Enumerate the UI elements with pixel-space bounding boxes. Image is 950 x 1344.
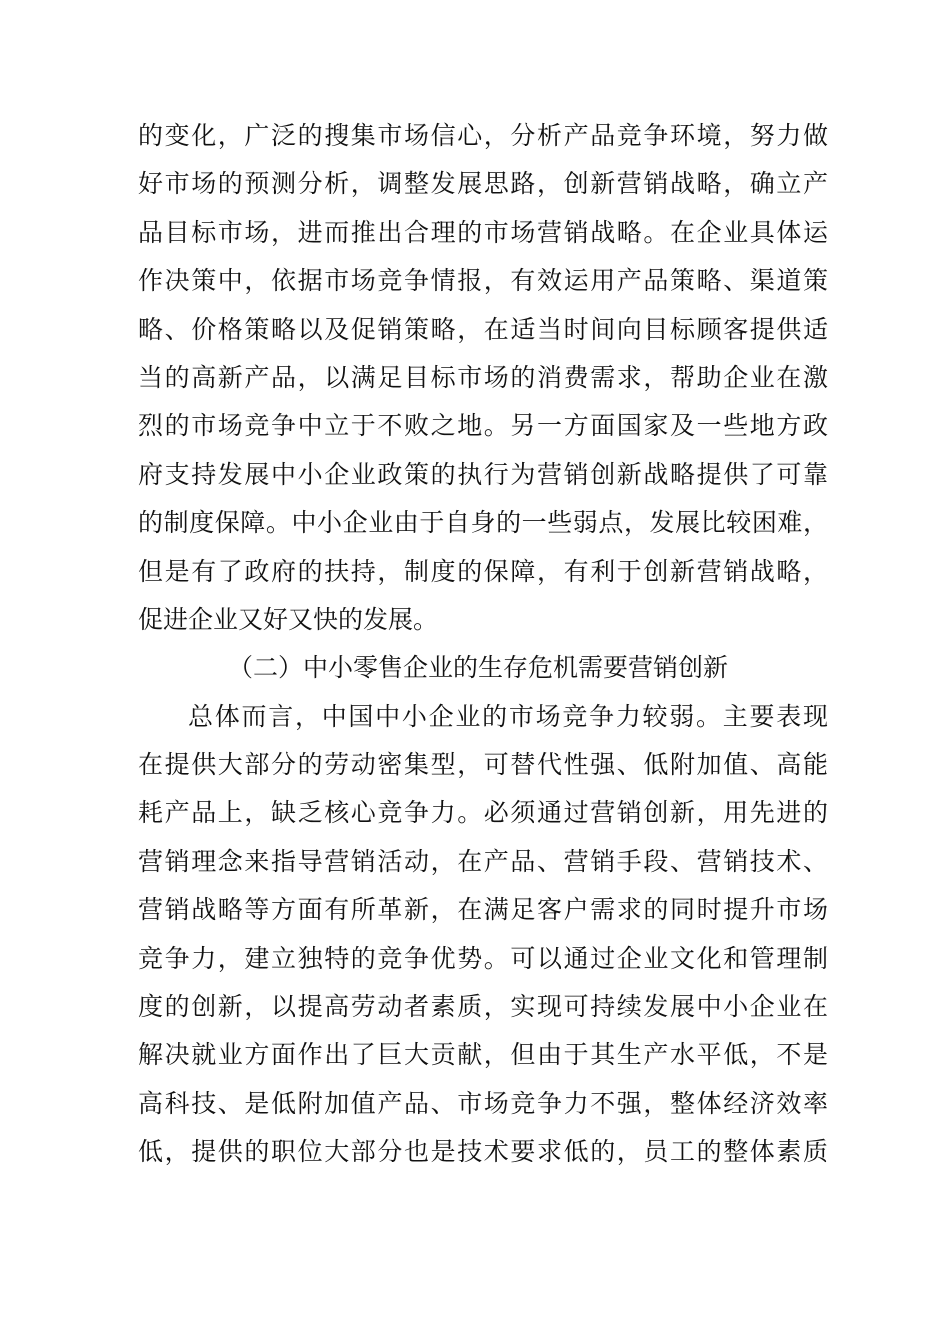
paragraph-line: 好市场的预测分析，调整发展思路，创新营销战略，确立产 xyxy=(138,169,828,199)
paragraph-line: 作决策中，依据市场竞争情报，有效运用产品策略、渠道策 xyxy=(138,266,828,296)
paragraph-2 xyxy=(138,693,828,1177)
document-body xyxy=(138,112,828,1177)
paragraph-line: 耗产品上，缺乏核心竞争力。必须通过营销创新，用先进的 xyxy=(138,798,828,828)
paragraph-line: 在提供大部分的劳动密集型，可替代性强、低附加值、高能 xyxy=(138,750,828,780)
paragraph-line: 但是有了政府的扶持，制度的保障，有利于创新营销战略， xyxy=(138,556,828,586)
paragraph-line: 当的高新产品，以满足目标市场的消费需求，帮助企业在激 xyxy=(138,362,828,392)
paragraph-line: 促进企业又好又快的发展。 xyxy=(138,604,439,634)
paragraph-line: 低，提供的职位大部分也是技术要求低的，员工的整体素质 xyxy=(138,1137,828,1167)
paragraph-line: 度的创新，以提高劳动者素质，实现可持续发展中小企业在 xyxy=(138,992,828,1022)
paragraph-line: 高科技、是低附加值产品、市场竞争力不强，整体经济效率 xyxy=(138,1088,828,1118)
section-heading: （二）中小零售企业的生存危机需要营销创新 xyxy=(228,653,729,683)
paragraph-line: 竞争力，建立独特的竞争优势。可以通过企业文化和管理制 xyxy=(138,943,828,973)
paragraph-line: 营销战略等方面有所革新，在满足客户需求的同时提升市场 xyxy=(138,895,828,925)
paragraph-line: 府支持发展中小企业政策的执行为营销创新战略提供了可靠 xyxy=(138,459,828,489)
paragraph-line: 品目标市场，进而推出合理的市场营销战略。在企业具体运 xyxy=(138,217,828,247)
paragraph-line: 略、价格策略以及促销策略，在适当时间向目标顾客提供适 xyxy=(138,314,828,344)
paragraph-line: 烈的市场竞争中立于不败之地。另一方面国家及一些地方政 xyxy=(138,411,828,441)
paragraph-line: 营销理念来指导营销活动，在产品、营销手段、营销技术、 xyxy=(138,846,828,876)
paragraph-line: 总体而言，中国中小企业的市场竞争力较弱。主要表现 xyxy=(188,701,828,731)
paragraph-line: 的制度保障。中小企业由于自身的一些弱点，发展比较困难， xyxy=(138,508,828,538)
paragraph-line: 的变化，广泛的搜集市场信心，分析产品竞争环境，努力做 xyxy=(138,121,828,150)
paragraph-1 xyxy=(138,112,828,644)
paragraph-line: 解决就业方面作出了巨大贡献，但由于其生产水平低，不是 xyxy=(138,1040,828,1070)
